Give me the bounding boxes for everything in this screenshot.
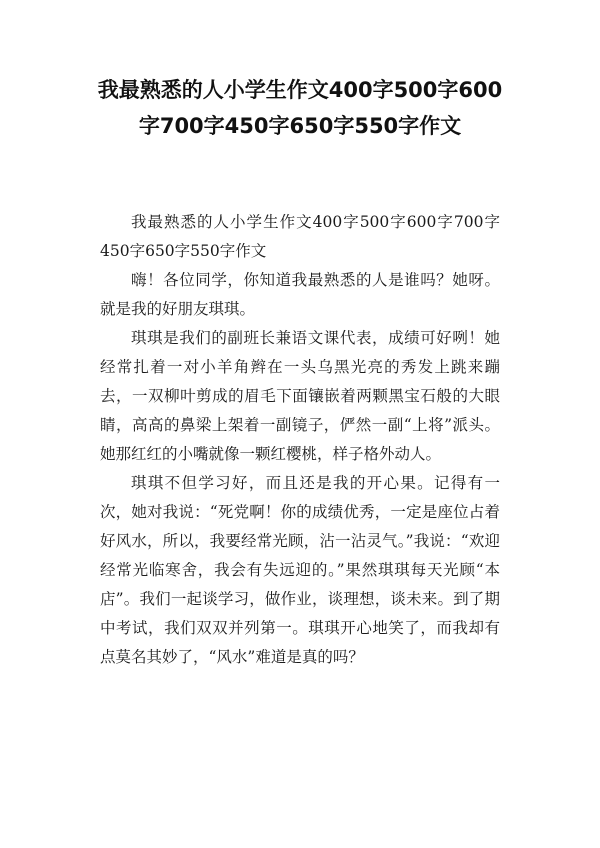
document-title: 我最熟悉的人小学生作文400字500字600字700字450字650字550字作文 <box>97 78 503 138</box>
paragraph-story: 琪琪不但学习好，而且还是我的开心果。记得有一次，她对我说：“死党啊！你的成绩优秀，一定是座位占着好风水，所以，我要经常光顾，沾一沾灵气。”我说：“欢迎经常光临寒舍，我会有失远迎的。”果然琪琪每天光顾“本店”。我们一起谈学习，做作业，谈理想，谈未来。到了期中考试，我们双双并列第一。琪琪开心地笑了，而我却有点莫名其妙了，“风水”难道是真的吗？ <box>100 474 500 666</box>
paragraph-greeting: 嗨！各位同学，你知道我最熟悉的人是谁吗？她呀。就是我的好朋友琪琪。 <box>100 271 500 318</box>
document-body <box>100 208 500 672</box>
paragraph-description: 琪琪是我们的副班长兼语文课代表，成绩可好咧！她经常扎着一对小羊角辫在一头乌黑光亮的秀发上跳来蹦去，一双柳叶剪成的眉毛下面镶嵌着两颗黑宝石般的大眼睛，高高的鼻梁上架着一副镜子，俨然一副“上将”派头。她那红红的小嘴就像一颗红樱桃，样子格外动人。 <box>100 329 500 463</box>
paragraph-intro: 我最熟悉的人小学生作文400字500字600字700字450字650字550字作文 <box>100 213 500 260</box>
